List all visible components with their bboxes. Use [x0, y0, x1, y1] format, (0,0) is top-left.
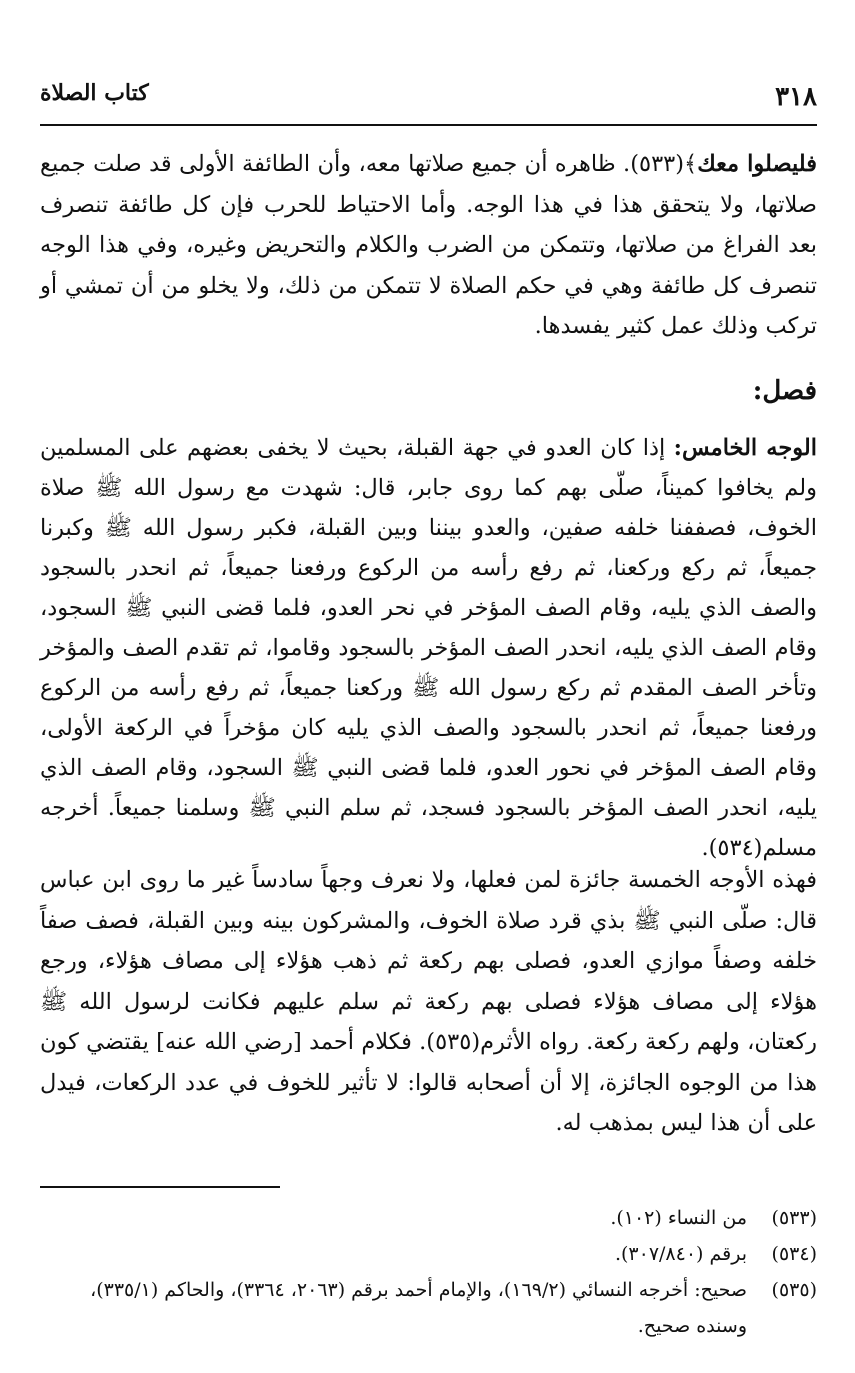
- section-heading: فصل:: [752, 376, 817, 406]
- footnote-text: من النساء (١٠٢).: [610, 1207, 747, 1229]
- footnote-number: (٥٣٥): [771, 1279, 817, 1301]
- paragraph-3-body: فهذه الأوجه الخمسة جائزة لمن فعلها، ولا نعرف وجهاً سادساً غير ما روى ابن عباس قال: صلّى النبي ﷺ بذي قرد صلاة الخوف، والمشركون بينه وبين القبلة، فصف صفاً خلفه وصفاً موازي العدو، فصلى بهم ركعة ثم ذهب هؤلاء إلى مصاف هؤلاء، ورجع هؤلاء إلى مصاف هؤلاء فصلى بهم ركعة ثم سلم عليهم فكانت لرسول الله ﷺ ركعتان، ولهم ركعة ركعة. رواه الأثرم(٥٣٥). فكلام أحمد [رضي الله عنه] يقتضي كون هذا من الوجوه الجائزة، إلا أن أصحابه قالوا: لا تأثير للخوف في عدد الركعات، فيدل على أن هذا ليس بمذهب له.: [40, 867, 818, 1136]
- running-title: كتاب الصلاة: [40, 80, 149, 106]
- page-number: ٣١٨: [775, 82, 817, 112]
- paragraph-1: [40, 144, 817, 347]
- footnote-533: [40, 1200, 817, 1236]
- paragraph-1-body: ﴾(٥٣٣). ظاهره أن جميع صلاتها معه، وأن الطائفة الأولى قد صلت جميع صلاتها، ولا يتحقق هذا في هذا الوجه. وأما الاحتياط للحرب فإن كل طائفة تنصرف بعد الفراغ من صلاتها، وتتمكن من الضرب والكلام والتحريض وغيره، وفي هذا الوجه تنصرف كل طائفة وهي في حكم الصلاة لا تتمكن من ذلك، ولا يخلو من أن تمشي أو تركب وذلك عمل كثير يفسدها.: [40, 151, 817, 339]
- header-divider: [40, 124, 817, 126]
- paragraph-1-lead: فليصلوا معك: [697, 151, 817, 177]
- footnote-number: (٥٣٤): [771, 1243, 817, 1265]
- paragraph-2-lead: الوجه الخامس:: [673, 435, 817, 461]
- paragraph-3: [40, 860, 817, 1144]
- footnote-number: (٥٣٣): [771, 1207, 817, 1229]
- paragraph-2: [40, 428, 817, 868]
- footnote-divider: [40, 1186, 280, 1188]
- paragraph-2-body: إذا كان العدو في جهة القبلة، بحيث لا يخفى بعضهم على المسلمين ولم يخافوا كميناً، صلّى بهم كما روى جابر، قال: شهدت مع رسول الله ﷺ صلاة الخوف، فصففنا خلفه صفين، والعدو بيننا وبين القبلة، فكبر رسول الله ﷺ وكبرنا جميعاً، ثم ركع وركعنا، ثم رفع رأسه من الركوع ورفعنا جميعاً، ثم انحدر بالسجود والصف الذي يليه، وقام الصف المؤخر في نحر العدو، فلما قضى النبي ﷺ السجود، وقام الصف الذي يليه، انحدر الصف المؤخر بالسجود وقاموا، ثم تقدم الصف والمؤخر وتأخر الصف المقدم ثم ركع رسول الله ﷺ وركعنا جميعاً، ثم رفع رأسه من الركوع ورفعنا جميعاً، ثم انحدر بالسجود والصف الذي يليه كان مؤخراً في الركعة الأولى، وقام الصف المؤخر في نحور العدو، فلما قضى النبي ﷺ السجود، وقام الصف الذي يليه، انحدر الصف المؤخر بالسجود فسجد، ثم سلم النبي ﷺ وسلمنا جميعاً. أخرجه مسلم(٥٣٤).: [40, 435, 817, 861]
- footnote-535: [40, 1272, 817, 1344]
- footnote-534: [40, 1236, 817, 1272]
- page-header: [40, 76, 817, 116]
- footnote-text: صحيح: أخرجه النسائي (١٦٩/٢)، والإمام أحمد برقم (٢٠٦٣، ٣٣٦٤)، والحاكم (٣٣٥/١)، وسنده صحيح.: [90, 1279, 747, 1337]
- footnotes: [40, 1200, 817, 1344]
- footnote-text: برقم (٣٠٧/٨٤٠).: [614, 1243, 747, 1265]
